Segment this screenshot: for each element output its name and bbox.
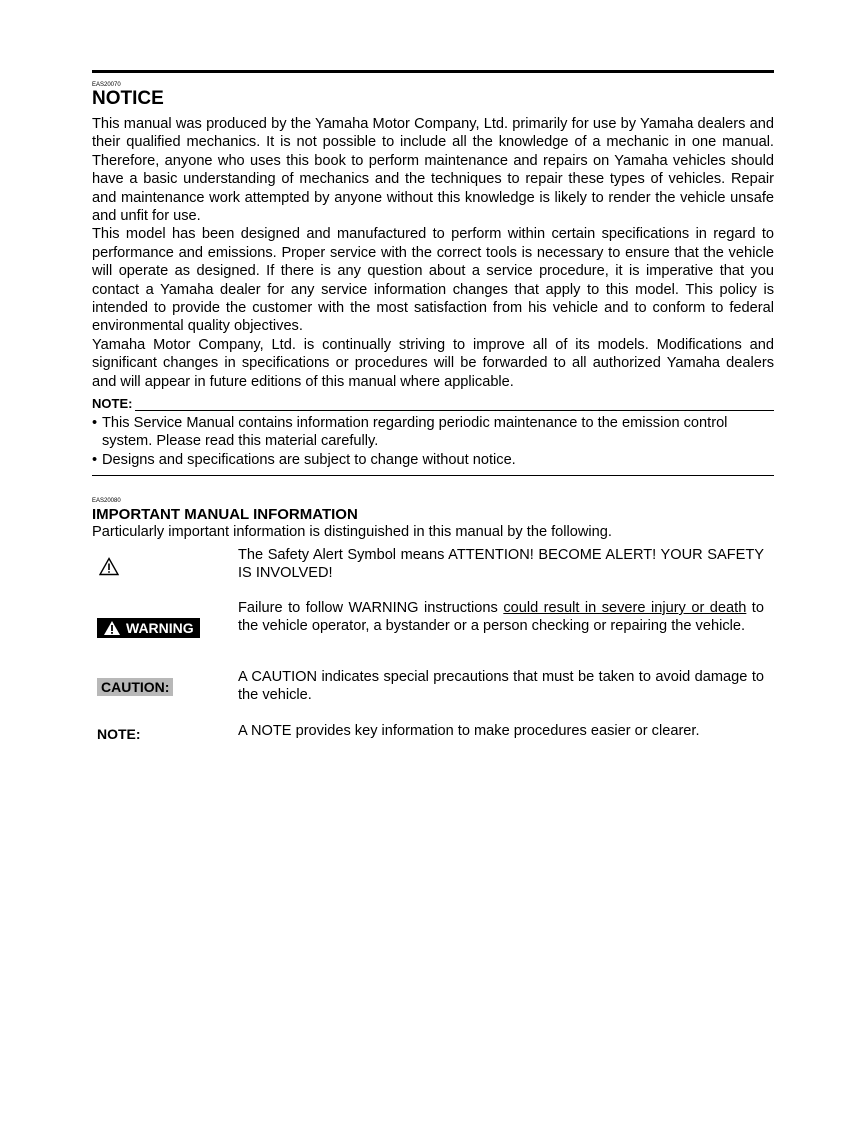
top-rule bbox=[92, 70, 774, 73]
note-bullets bbox=[92, 414, 774, 469]
warning-text: to the vehicle operator, a bystander or a person checking or repairing the vehicle. bbox=[238, 600, 764, 634]
note-bullet: • This Service Manual contains information regarding periodic maintenance to the emission control system. Please read this material carefully. bbox=[92, 414, 774, 451]
warning-triangle-icon bbox=[103, 620, 121, 636]
notice-paragraph: This model has been designed and manufactured to perform within certain specifications in regard to performance and emissions. Proper service with the correct tools is necessary to ensure that the vehicle will operate as designed. If there is any question about a service procedure, it is imperative that you contact a Yamaha dealer for any service information changes that apply to this model. This policy is intended to provide the customer with the most satisfaction from his vehicle and to conform to federal environmental quality objectives. bbox=[92, 226, 774, 335]
alert-triangle-icon bbox=[99, 557, 119, 581]
notice-paragraph: This manual was produced by the Yamaha Motor Company, Ltd. primarily for use by Yamaha dealers and their qualified mechanics. It is not possible to include all the knowledge of a mechanic in one manual. Therefore, anyone who uses this book to perform maintenance and repairs on Yamaha vehicles should have a basic understanding of mechanics and the techniques to repair these types of vehicles. Repair and maintenance work attempted by anyone without this knowledge is likely to render the vehicle unsafe and unfit for use. bbox=[92, 116, 774, 225]
notice-paragraph: Yamaha Motor Company, Ltd. is continually striving to improve all of its models. Modifications and significant changes in specifications or procedures will be forwarded to all authorized Yamaha dealers and will appear in future editions of this manual where applicable. bbox=[92, 336, 774, 390]
caution-badge bbox=[97, 678, 173, 697]
warning-text: Failure to follow WARNING instructions bbox=[238, 600, 504, 616]
note-heading bbox=[92, 396, 774, 411]
section-code: EAS20080 bbox=[92, 498, 121, 504]
note-bullet: • Designs and specifications are subject to change without notice. bbox=[92, 451, 774, 469]
notice-body bbox=[92, 115, 774, 391]
important-title: IMPORTANT MANUAL INFORMATION bbox=[92, 506, 358, 523]
notice-title: NOTICE bbox=[92, 88, 164, 109]
note-symbol-label: NOTE: bbox=[97, 726, 141, 742]
section-code: EAS20070 bbox=[92, 82, 121, 88]
warning-badge bbox=[97, 618, 200, 641]
note-description: A NOTE provides key information to make procedures easier or clearer. bbox=[238, 723, 700, 739]
alert-description: The Safety Alert Symbol means ATTENTION! BECOME ALERT! YOUR SAFETY IS INVOLVED! bbox=[238, 547, 764, 581]
note-rule bbox=[135, 398, 774, 411]
caution-description: A CAUTION indicates special precautions that must be taken to avoid damage to the vehicle. bbox=[238, 669, 764, 703]
caution-label: CAUTION: bbox=[97, 678, 173, 696]
warning-label: WARNING bbox=[126, 620, 194, 636]
warning-description bbox=[238, 600, 764, 635]
warning-text-underlined: could result in severe injury or death bbox=[503, 600, 747, 616]
note-label: NOTE: bbox=[92, 396, 133, 411]
important-intro: Particularly important information is distinguished in this manual by the following. bbox=[92, 524, 612, 540]
note-bottom-rule bbox=[92, 475, 774, 476]
